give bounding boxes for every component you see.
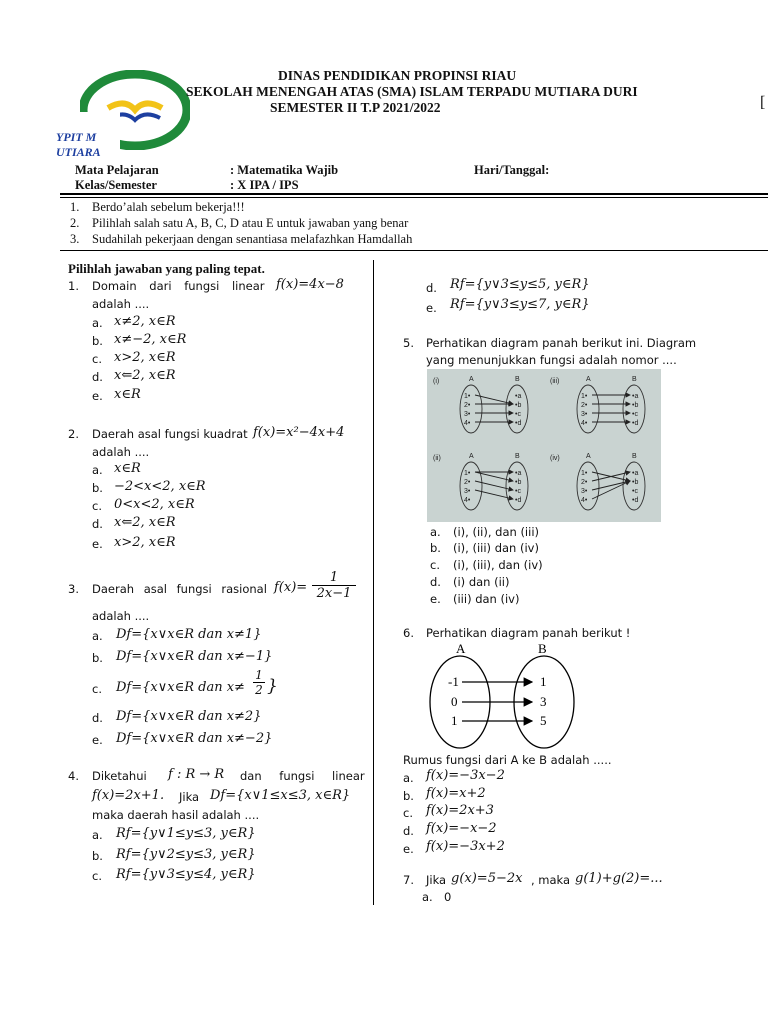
q5-b-elem: •c bbox=[632, 411, 638, 418]
instruction-item: 2. Pilihlah salah satu A, B, C, D atau E untuk jawaban yang benar bbox=[70, 216, 409, 230]
instruction-item: 3. Sudahilah pekerjaan dengan senantiasa melafazhkan Hamdallah bbox=[70, 232, 413, 246]
q3-fraction-den: 2x−1 bbox=[316, 586, 352, 601]
q5-a-elem: 2• bbox=[581, 479, 588, 486]
q5-a-elem: 1• bbox=[581, 470, 588, 477]
q7-option-a-letter: a. bbox=[422, 890, 433, 904]
q6-set-a-label: A bbox=[456, 641, 466, 656]
q6-set-b-label: B bbox=[538, 641, 547, 656]
q2-number: 2. bbox=[68, 427, 79, 441]
q5-diagram-label: (iii) bbox=[550, 378, 560, 385]
q4-option-b[interactable]: Rf={y∨2≤y≤3, y∈R} bbox=[116, 847, 256, 862]
q5-arrow bbox=[475, 481, 513, 490]
q4-option-b-letter: b. bbox=[92, 849, 103, 863]
q5-a-elem: 4• bbox=[464, 420, 471, 427]
logo-text bbox=[56, 130, 101, 160]
q5-b-elem: •a bbox=[515, 393, 522, 400]
logo-text-line-2: UTIARA bbox=[56, 145, 101, 159]
q5-b-elem: •d bbox=[632, 497, 639, 504]
q5-set-a-label: A bbox=[469, 376, 474, 383]
q2-formula: f(x)=x²−4x+4 bbox=[253, 425, 345, 440]
q5-set-b-label: B bbox=[632, 376, 637, 383]
q3-fraction bbox=[312, 570, 356, 602]
q3-formula-lhs: f(x)= bbox=[274, 580, 308, 595]
q3-option-d[interactable]: Df={x∨x∈R dan x≠2} bbox=[116, 709, 262, 724]
q5-a-elem: 1• bbox=[581, 393, 588, 400]
q5-option-a-letter: a. bbox=[430, 525, 441, 539]
instructions-rule bbox=[60, 250, 768, 251]
q5-stem-1: Perhatikan diagram panah berikut ini. Diagram bbox=[426, 336, 697, 350]
q2-option-c[interactable]: 0<x<2, x∈R bbox=[114, 497, 195, 512]
q5-a-elem: 3• bbox=[581, 488, 588, 495]
date-label: Hari/Tanggal: bbox=[474, 163, 550, 177]
q5-a-elem: 3• bbox=[464, 488, 471, 495]
q5-a-elem: 1• bbox=[464, 470, 471, 477]
q5-set-a-label: A bbox=[586, 376, 591, 383]
q5-b-elem: •d bbox=[515, 497, 522, 504]
q1-option-b[interactable]: x≠−2, x∈R bbox=[114, 332, 187, 347]
instruction-item: 1. Berdo’alah sebelum bekerja!!! bbox=[70, 200, 245, 214]
q5-b-elem: •b bbox=[515, 402, 522, 409]
q3-option-d-letter: d. bbox=[92, 711, 103, 725]
q5-stem-2: yang menunjukkan fungsi adalah nomor .... bbox=[426, 353, 677, 367]
q2-option-b[interactable]: −2<x<2, x∈R bbox=[114, 479, 206, 494]
q2-option-e-letter: e. bbox=[92, 537, 103, 551]
q4-formula-b: f(x)=2x+1. bbox=[92, 788, 165, 803]
q3-option-b[interactable]: Df={x∨x∈R dan x≠−1} bbox=[116, 649, 273, 664]
q5-quadrant-3 bbox=[433, 453, 528, 510]
instructions-list bbox=[70, 199, 412, 247]
q1-option-a[interactable]: x≠2, x∈R bbox=[114, 314, 176, 329]
q5-set-a-label: A bbox=[469, 453, 474, 460]
header-rule-thick bbox=[60, 193, 768, 195]
q3-fraction-num: 1 bbox=[312, 570, 356, 586]
q6-option-d-letter: d. bbox=[403, 824, 414, 838]
q1-stem: Domain dari fungsi linear bbox=[92, 279, 265, 293]
q6-a-elem-2: 0 bbox=[451, 694, 458, 709]
q5-a-elem: 1• bbox=[464, 393, 471, 400]
logo-text-line-1: YPIT M bbox=[56, 130, 97, 144]
q7-formula-a: g(x)=5−2x bbox=[451, 871, 523, 886]
q2-option-d[interactable]: x⇐2, x∈R bbox=[114, 515, 176, 530]
q4-option-c-letter: c. bbox=[92, 869, 102, 883]
q2-option-a-letter: a. bbox=[92, 463, 103, 477]
q5-diagram-label: (ii) bbox=[433, 455, 441, 462]
q5-diagram-photo bbox=[427, 369, 661, 522]
q5-quadrant-1 bbox=[433, 376, 528, 433]
q4-stem-b: dan fungsi linear bbox=[240, 769, 365, 783]
q4-option-d-letter: d. bbox=[426, 281, 437, 295]
q5-set-a-label: A bbox=[586, 453, 591, 460]
q5-b-elem: •d bbox=[632, 420, 639, 427]
q3-option-c-close: } bbox=[267, 676, 278, 696]
section-title: Pilihlah jawaban yang paling tepat. bbox=[68, 261, 265, 276]
class-value: : X IPA / IPS bbox=[230, 178, 299, 192]
q5-set-b-label: B bbox=[515, 376, 520, 383]
subject-label: Mata Pelajaran bbox=[75, 163, 159, 177]
q2-option-b-letter: b. bbox=[92, 481, 103, 495]
q6-option-b-letter: b. bbox=[403, 789, 414, 803]
q5-b-elem: •c bbox=[515, 411, 521, 418]
q5-a-elem: 2• bbox=[581, 402, 588, 409]
q6-option-e[interactable]: f(x)=−3x+2 bbox=[426, 839, 505, 854]
q6-b-elem-3: 5 bbox=[540, 713, 547, 728]
q5-set-b-label: B bbox=[632, 453, 637, 460]
q5-a-elem: 2• bbox=[464, 402, 471, 409]
q5-a-elem: 3• bbox=[581, 411, 588, 418]
q5-option-c[interactable]: (i), (iii), dan (iv) bbox=[453, 558, 543, 572]
q1-option-a-letter: a. bbox=[92, 316, 103, 330]
q7-stem-a: Jika bbox=[426, 873, 447, 887]
q5-option-d-letter: d. bbox=[430, 575, 441, 589]
q5-set-b-label: B bbox=[515, 453, 520, 460]
q5-option-e-letter: e. bbox=[430, 592, 441, 606]
q3-option-e-letter: e. bbox=[92, 733, 103, 747]
q6-a-elem-3: 1 bbox=[451, 713, 458, 728]
q1-option-e[interactable]: x∈R bbox=[114, 387, 141, 402]
q5-b-elem: •b bbox=[632, 402, 639, 409]
q2-option-d-letter: d. bbox=[92, 517, 103, 531]
q5-a-elem: 4• bbox=[464, 497, 471, 504]
q1-option-e-letter: e. bbox=[92, 389, 103, 403]
q2-stem: Daerah asal fungsi kuadrat bbox=[92, 427, 248, 441]
q6-b-elem-1: 1 bbox=[540, 674, 547, 689]
q5-option-e[interactable]: (iii) dan (iv) bbox=[453, 592, 520, 606]
q6-option-a-letter: a. bbox=[403, 771, 414, 785]
q1-number: 1. bbox=[68, 279, 79, 293]
q5-b-elem: •a bbox=[515, 470, 522, 477]
q5-option-b[interactable]: (i), (iii) dan (iv) bbox=[453, 541, 539, 555]
q4-option-a[interactable]: Rf={y∨1≤y≤3, y∈R} bbox=[116, 826, 256, 841]
q5-a-elem: 4• bbox=[581, 497, 588, 504]
q3-option-b-letter: b. bbox=[92, 651, 103, 665]
q1-option-b-letter: b. bbox=[92, 334, 103, 348]
q7-formula-b: g(1)+g(2)=... bbox=[575, 871, 663, 886]
q6-a-elem-1: -1 bbox=[448, 674, 459, 689]
q4-stem-a: Diketahui bbox=[92, 769, 147, 783]
header-line-2: SEKOLAH MENENGAH ATAS (SMA) ISLAM TERPADU MUTIARA DURI bbox=[186, 84, 638, 99]
q5-option-b-letter: b. bbox=[430, 541, 441, 555]
q4-option-c[interactable]: Rf={y∨3≤y≤4, y∈R} bbox=[116, 867, 256, 882]
q5-option-a[interactable]: (i), (ii), dan (iii) bbox=[453, 525, 540, 539]
q5-b-elem: •c bbox=[515, 488, 521, 495]
header-line-1: DINAS PENDIDIKAN PROPINSI RIAU bbox=[278, 68, 517, 83]
q1-cont: adalah .... bbox=[92, 297, 150, 311]
q5-b-elem: •a bbox=[632, 393, 639, 400]
q4-option-d[interactable]: Rf={y∨3≤y≤5, y∈R} bbox=[450, 277, 590, 292]
q6-option-a[interactable]: f(x)=−3x−2 bbox=[426, 768, 505, 783]
q1-option-c[interactable]: x>2, x∈R bbox=[114, 350, 176, 365]
q3-number: 3. bbox=[68, 582, 79, 596]
q3-cont: adalah .... bbox=[92, 609, 150, 623]
q5-number: 5. bbox=[403, 336, 414, 350]
q1-option-d-letter: d. bbox=[92, 370, 103, 384]
q4-option-e-letter: e. bbox=[426, 301, 437, 315]
q7-stem-b: , maka bbox=[531, 873, 571, 887]
q5-diagram-label: (i) bbox=[433, 378, 440, 385]
q2-cont: adalah .... bbox=[92, 445, 150, 459]
header-rule-thin bbox=[60, 197, 768, 198]
q5-option-d[interactable]: (i) dan (ii) bbox=[453, 575, 510, 589]
q3c-fraction-num: 1 bbox=[253, 668, 265, 683]
q3-option-a-letter: a. bbox=[92, 629, 103, 643]
q5-diagram-svg bbox=[427, 369, 661, 522]
q5-a-elem: 4• bbox=[581, 420, 588, 427]
q5-a-elem: 2• bbox=[464, 479, 471, 486]
q5-b-elem: •a bbox=[632, 470, 639, 477]
q6-cont: Rumus fungsi dari A ke B adalah ..... bbox=[403, 753, 612, 767]
q3-option-c-letter: c. bbox=[92, 682, 102, 696]
q5-b-elem: •b bbox=[515, 479, 522, 486]
q5-diagram-label: (iv) bbox=[550, 455, 560, 462]
q5-quadrant-4 bbox=[550, 453, 645, 510]
q3-option-e[interactable]: Df={x∨x∈R dan x≠−2} bbox=[116, 731, 273, 746]
q3-option-a[interactable]: Df={x∨x∈R dan x≠1} bbox=[116, 627, 262, 642]
q2-option-c-letter: c. bbox=[92, 499, 102, 513]
q1-option-d[interactable]: x⇐2, x∈R bbox=[114, 368, 176, 383]
q2-option-e[interactable]: x>2, x∈R bbox=[114, 535, 176, 550]
q6-diagram-svg bbox=[420, 640, 590, 750]
class-label: Kelas/Semester bbox=[75, 178, 157, 192]
q5-a-elem: 3• bbox=[464, 411, 471, 418]
q6-option-d[interactable]: f(x)=−x−2 bbox=[426, 821, 497, 836]
q6-option-b[interactable]: f(x)=x+2 bbox=[426, 786, 486, 801]
q7-number: 7. bbox=[403, 873, 414, 887]
q6-stem: Perhatikan diagram panah berikut ! bbox=[426, 626, 631, 640]
q6-option-c-letter: c. bbox=[403, 806, 413, 820]
q6-option-e-letter: e. bbox=[403, 842, 414, 856]
q4-stem-c: Jika bbox=[179, 790, 200, 804]
q7-option-a[interactable]: 0 bbox=[444, 890, 452, 904]
q5-quadrant-2 bbox=[550, 376, 645, 433]
q3-option-c[interactable]: Df={x∨x∈R dan x≠ bbox=[116, 680, 245, 695]
q5-option-c-letter: c. bbox=[430, 558, 440, 572]
q6-b-elem-2: 3 bbox=[540, 694, 547, 709]
q6-option-c[interactable]: f(x)=2x+3 bbox=[426, 803, 494, 818]
subject-value: : Matematika Wajib bbox=[230, 163, 339, 177]
q4-number: 4. bbox=[68, 769, 79, 783]
q6-number: 6. bbox=[403, 626, 414, 640]
header-line-3: SEMESTER II T.P 2021/2022 bbox=[270, 100, 441, 115]
corner-mark: [ bbox=[760, 94, 766, 111]
q4-option-a-letter: a. bbox=[92, 828, 103, 842]
q4-option-e[interactable]: Rf={y∨3≤y≤7, y∈R} bbox=[450, 297, 590, 312]
q5-b-elem: •c bbox=[632, 488, 638, 495]
q3-stem: Daerah asal fungsi rasional bbox=[92, 582, 267, 596]
q5-b-elem: •d bbox=[515, 420, 522, 427]
column-divider bbox=[373, 260, 374, 905]
q5-arrow bbox=[592, 481, 630, 490]
q3c-fraction-den: 2 bbox=[255, 683, 263, 697]
q1-formula: f(x)=4x−8 bbox=[276, 277, 344, 292]
q3-option-c-fraction bbox=[253, 668, 265, 697]
q4-formula-c: Df={x∨1≤x≤3, x∈R} bbox=[210, 788, 351, 803]
q4-cont: maka daerah hasil adalah .... bbox=[92, 808, 260, 822]
q6-diagram bbox=[420, 640, 590, 750]
q2-option-a[interactable]: x∈R bbox=[114, 461, 141, 476]
q4-formula-a: f : R → R bbox=[168, 767, 225, 782]
q5-b-elem: •b bbox=[632, 479, 639, 486]
q1-option-c-letter: c. bbox=[92, 352, 102, 366]
